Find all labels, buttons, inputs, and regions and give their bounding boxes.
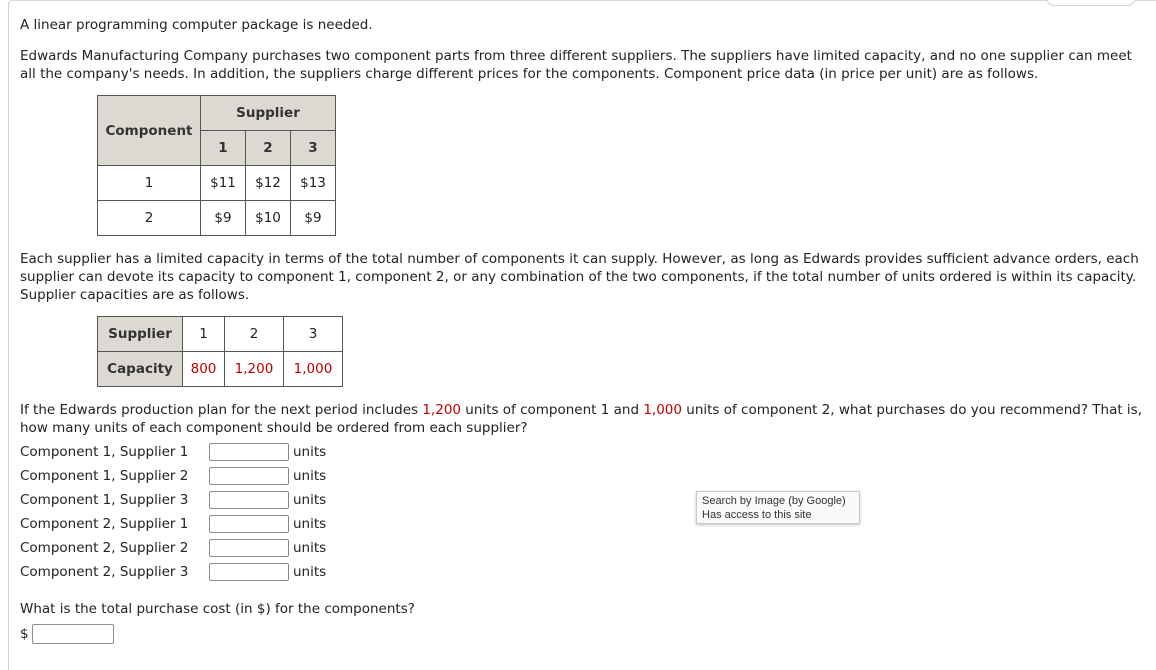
answer-input-c2-s1[interactable] [209,515,289,533]
top-control-pill[interactable] [1046,0,1136,6]
price-cell: $9 [201,201,246,236]
answer-row-c2-s3 [20,561,326,583]
tooltip-subtitle: Has access to this site [702,509,812,521]
answer-row-c2-s1 [20,513,326,535]
total-cost-row [20,624,114,644]
intro-text: A linear programming computer package is needed. [20,17,373,33]
units-label: units [293,564,327,580]
supplier-cell: 3 [284,317,343,352]
price-cell: $11 [201,166,246,201]
capacity-cell: 1,000 [284,352,343,387]
answer-label: Component 1, Supplier 1 [20,444,189,460]
answer-label: Component 1, Supplier 3 [20,492,189,508]
units-label: units [293,492,327,508]
price-row-component-1 [98,166,336,201]
supplier-row-label: Supplier [98,317,183,352]
price-row-component-2 [98,201,336,236]
component-2-quantity: 1,000 [643,402,682,418]
answer-row-c2-s2 [20,537,326,559]
supplier-header: Supplier [201,96,336,131]
answer-input-c2-s3[interactable] [209,563,289,581]
total-cost-question: What is the total purchase cost (in $) for the components? [20,601,415,617]
price-table [97,95,336,236]
question-part: If the Edwards production plan for the next period includes [20,402,423,418]
supplier-number-1: 1 [201,131,246,166]
tooltip-title: Search by Image (by Google) [702,495,846,507]
capacity-cell: 800 [183,352,225,387]
units-label: units [293,444,327,460]
units-label: units [293,516,327,532]
supplier-cell: 2 [225,317,284,352]
answer-row-c1-s2 [20,465,326,487]
answer-row-c1-s3 [20,489,326,511]
answer-label: Component 1, Supplier 2 [20,468,189,484]
units-label: units [293,540,327,556]
capacity-description: Each supplier has a limited capacity in terms of the total number of components it can supply. However, as long as Edwards provides sufficient advance orders, each supplier can devote its capacity to component 1, component 2, or any combination of the two components, if the total number of units ordered is within its capacity. Supplier capacities are as follows. [20,251,1139,303]
answer-label: Component 2, Supplier 1 [20,516,189,532]
answer-input-c1-s1[interactable] [209,443,289,461]
answer-input-c1-s3[interactable] [209,491,289,509]
price-cell: $12 [246,166,291,201]
answer-label: Component 2, Supplier 2 [20,540,189,556]
total-cost-input[interactable] [32,624,114,644]
price-cell: $13 [291,166,336,201]
capacity-row-label: Capacity [98,352,183,387]
search-by-image-tooltip [696,491,860,524]
component-cell: 1 [98,166,201,201]
supplier-number-2: 2 [246,131,291,166]
question-text [20,401,1150,437]
capacity-table [97,316,343,387]
answer-input-c1-s2[interactable] [209,467,289,485]
problem-description: Edwards Manufacturing Company purchases two component parts from three different suppliers. The suppliers have limited capacity, and no one supplier can meet all the company's needs. In addition, the suppliers charge different prices for the components. Component price data (in price per unit) are as follows. [20,48,1132,82]
question-part: units of component 1 and [461,402,644,418]
price-cell: $10 [246,201,291,236]
capacity-cell: 1,200 [225,352,284,387]
question-part: units of component 2, what purchases do you recommend? That is, how many units of each component should be ordered from each supplier? [20,402,1143,436]
component-cell: 2 [98,201,201,236]
supplier-number-3: 3 [291,131,336,166]
component-1-quantity: 1,200 [422,402,461,418]
currency-symbol: $ [20,626,29,642]
answer-row-c1-s1 [20,441,326,463]
supplier-cell: 1 [183,317,225,352]
answer-label: Component 2, Supplier 3 [20,564,189,580]
units-label: units [293,468,327,484]
answer-input-c2-s2[interactable] [209,539,289,557]
component-header: Component [98,96,201,166]
price-cell: $9 [291,201,336,236]
